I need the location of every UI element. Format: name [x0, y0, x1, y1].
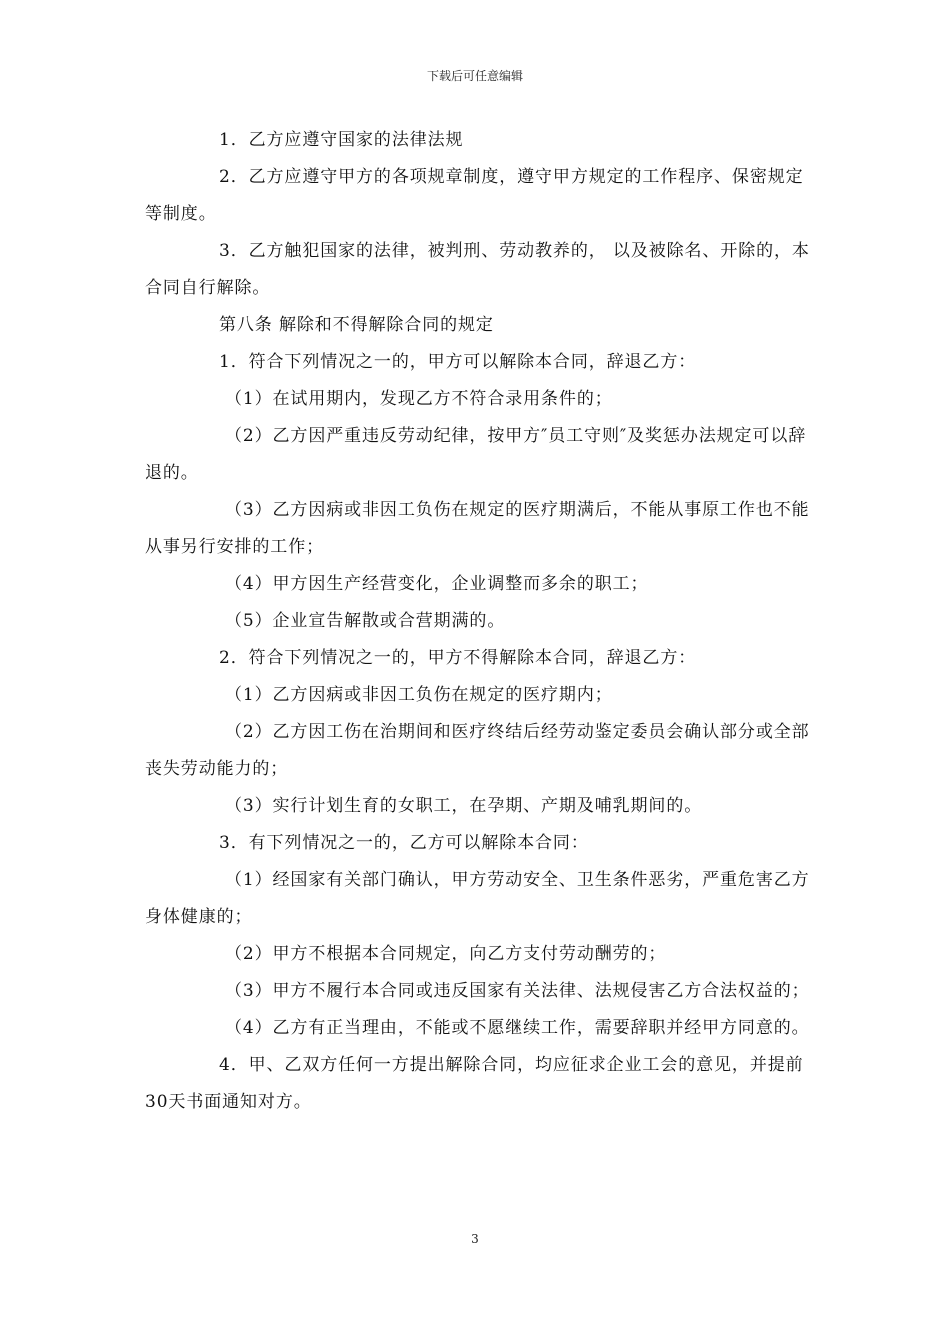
- paragraph: 1．符合下列情况之一的，甲方可以解除本合同，辞退乙方：: [219, 352, 697, 372]
- list-item: （4）乙方有正当理由，不能或不愿继续工作，需要辞职并经甲方同意的。: [225, 1018, 810, 1038]
- paragraph: 1．乙方应遵守国家的法律法规: [219, 130, 464, 150]
- list-item: （5）企业宣告解散或合营期满的。: [225, 611, 506, 631]
- list-item: （1）经国家有关部门确认，甲方劳动安全、卫生条件恶劣，严重危害乙方身体健康的；: [145, 870, 810, 927]
- list-item: （2）甲方不根据本合同规定，向乙方支付劳动酬劳的；: [225, 944, 667, 964]
- page-number: 3: [471, 1232, 479, 1246]
- list-item: （2）乙方因严重违反劳动纪律，按甲方″员工守则″及奖惩办法规定可以辞退的。: [145, 426, 807, 483]
- list-item: （3）甲方不履行本合同或违反国家有关法律、法规侵害乙方合法权益的；: [225, 981, 810, 1001]
- paragraph: 2．乙方应遵守甲方的各项规章制度，遵守甲方规定的工作程序、保密规定等制度。: [145, 167, 804, 224]
- list-item: （4）甲方因生产经营变化，企业调整而多余的职工；: [225, 574, 649, 594]
- contract-body: [145, 122, 810, 1121]
- paragraph: 3．有下列情况之一的，乙方可以解除本合同：: [219, 833, 589, 853]
- paragraph: 2．符合下列情况之一的，甲方不得解除本合同，辞退乙方：: [219, 648, 697, 668]
- paragraph: 3．乙方触犯国家的法律，被判刑、劳动教养的， 以及被除名、开除的，本合同自行解除。: [145, 241, 810, 298]
- list-item: （1）乙方因病或非因工负伤在规定的医疗期内；: [225, 685, 613, 705]
- list-item: （2）乙方因工伤在治期间和医疗终结后经劳动鉴定委员会确认部分或全部丧失劳动能力的；: [145, 722, 810, 779]
- section-heading: 第八条 解除和不得解除合同的规定: [219, 315, 494, 335]
- page-header: 下载后可任意编辑: [426, 69, 523, 83]
- list-item: （1）在试用期内，发现乙方不符合录用条件的；: [225, 389, 613, 409]
- list-item: （3）实行计划生育的女职工，在孕期、产期及哺乳期间的。: [225, 796, 703, 816]
- list-item: （3）乙方因病或非因工负伤在规定的医疗期满后，不能从事原工作也不能从事另行安排的工作；: [145, 500, 810, 557]
- paragraph: 4．甲、乙双方任何一方提出解除合同，均应征求企业工会的意见，并提前30天书面通知对方。: [145, 1055, 804, 1112]
